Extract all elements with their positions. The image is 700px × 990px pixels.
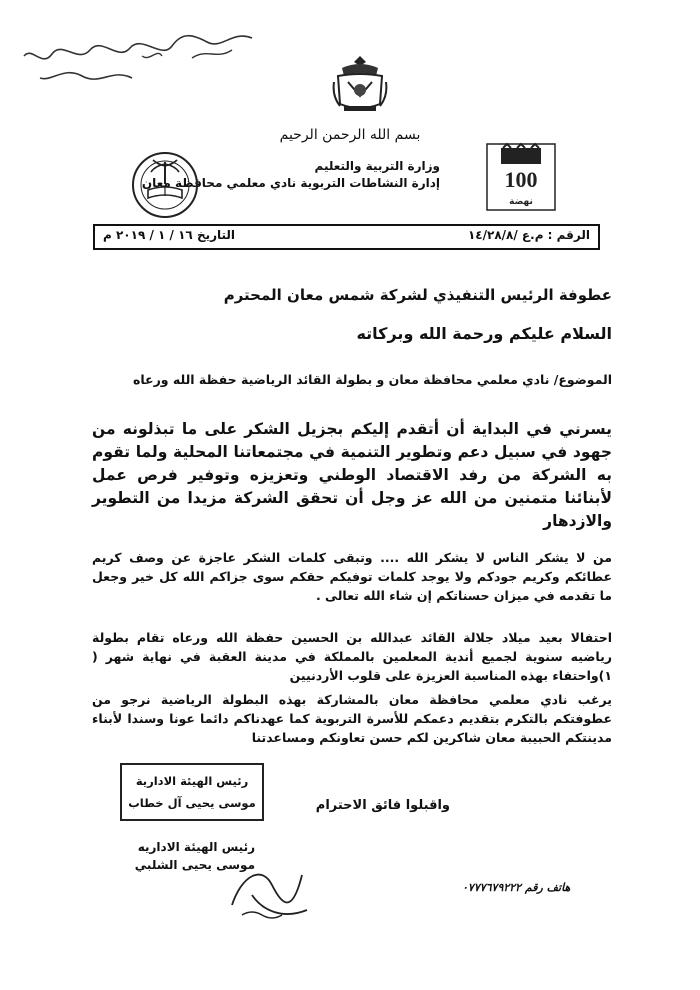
subject-line: الموضوع/ نادي معلمي محافظة معان و بطولة القائد الرياضية حفظة الله ورعاه xyxy=(132,372,612,387)
recipient-line: عطوفة الرئيس التنفيذي لشركة شمس معان المحترم xyxy=(223,286,612,304)
reference-number: الرقم : م.ع /١٤/٢٨/٨ xyxy=(467,228,590,242)
body-paragraph-1: يسرني في البداية أن أتقدم إليكم بجزيل الشكر على ما تبذلونه من جهود في سبيل دعم وتطوير التنمية في مجتمعاتنا المحلية ولما تقوم به الشركة من رفد الاقتصاد الوطني وتعزيزه وتوفير فرص عمل لأبنائنا متمنين من الله عز وجل أن تحقق الشركة مزيدا من التطوير والازدهار xyxy=(92,420,612,530)
reference-bar xyxy=(93,224,600,250)
stamp-title: رئيس الهيئة الادارية xyxy=(135,774,249,788)
coat-of-arms-emblem xyxy=(330,52,390,114)
centenary-logo xyxy=(483,140,559,216)
stamp-name: موسى يحيى آل خطاب xyxy=(128,796,256,810)
centenary-number: 100 xyxy=(504,167,538,192)
handwriting-strokes xyxy=(12,20,272,100)
basmala: بسم الله الرحمن الرحيم xyxy=(279,127,421,143)
signer-name: موسى يحيى الشلبي xyxy=(134,858,255,872)
phone-number: هاتف رقم ٠٧٧٧٦٧٩٢٢٢ xyxy=(462,881,571,894)
centenary-word: نهضة xyxy=(509,197,533,207)
letter-date: التاريخ ١٦ / ١ / ٢٠١٩ م xyxy=(103,228,236,242)
teachers-club-logo xyxy=(130,150,200,220)
handwritten-note xyxy=(12,20,272,100)
official-stamp xyxy=(120,763,264,821)
handwritten-signature xyxy=(222,855,314,925)
body-paragraph-4: يرغب نادي معلمي محافظة معان بالمشاركة بهذه البطولة الرياضية نرجو من عطوفتكم بالتكرم بتقديم دعمكم للأسرة التربوية كما عهدناكم دائما عونا وسندا لأبناء مدينتكم الحبيبة معان شاكرين لكم حسن تعاونكم ومساعدتنا xyxy=(92,692,612,745)
ministry-name: وزارة التربية والتعليم xyxy=(314,159,440,173)
closing-line: واقبلوا فائق الاحترام xyxy=(315,798,450,813)
body-paragraph-2: من لا يشكر الناس لا يشكر الله .... وتبقى كلمات الشكر عاجزة عن وصف كريم عطائكم وكريم جودكم ولا يوجد كلمات توفيكم حقكم سوى جزاكم الله كل خير وجعل ما تقدمه في ميزان حسناتكم إن شاء الله تعالى . xyxy=(92,550,612,603)
signer-title: رئيس الهيئة الاداريه xyxy=(137,840,255,854)
department-name: إدارة النشاطات التربوية نادي معلمي محافظة معان xyxy=(141,176,440,190)
greeting-line: السلام عليكم ورحمة الله وبركاته xyxy=(356,324,612,343)
body-paragraph-3: احتفالا بعيد ميلاد جلالة القائد عبدالله بن الحسين حفظة الله ورعاه تقام بطولة رياضيه سنوية لجميع أندية المعلمين بالمملكة في مدينة العقبة في نهاية شهر ( ١)واحتفاء بهذه المناسبة العزيزة على قلوب الأردنيين xyxy=(92,630,612,683)
